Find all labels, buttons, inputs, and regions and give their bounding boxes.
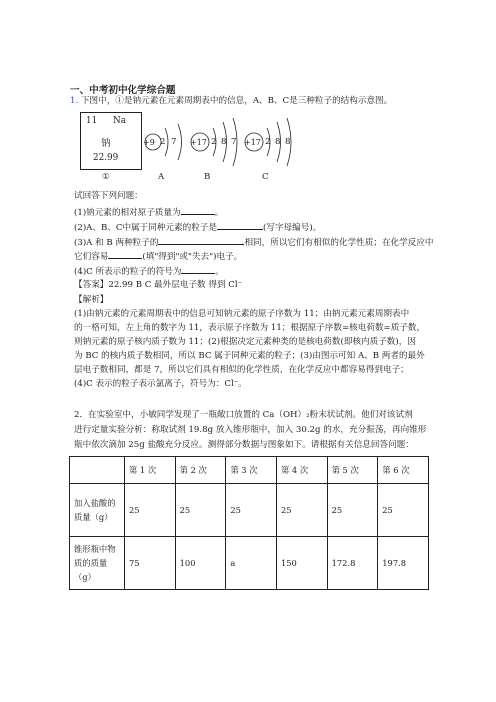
table-cell: 25 [226,484,277,537]
q1-prompt: 试回答下列问题： [74,191,143,201]
particle-a-label: A [158,172,165,182]
q2-line-1: 2．在实验室中，小敏同学发现了一瓶敞口放置的 Ca（OH）₂粉末状试剂。他们对该试剂 [74,410,413,420]
q1-stem [70,96,392,107]
q2-data-table [69,456,429,590]
table-cell: 25 [125,484,176,537]
table-cell: 150 [276,537,327,590]
particle-a-nucleus: +9 [143,138,155,147]
analysis-line: 则钠元素的原子核内质子数为 11；(2)根据决定元素种类的是核电荷数(即核内质子数)，因 [74,337,416,347]
table-cell: 25 [175,484,226,537]
particle-b-shell-1: 2 [211,137,217,147]
atomic-number: 11 [86,116,98,126]
table-row-label: 锥形瓶中物质的质量（g） [70,537,125,590]
particle-b-shell-3: 7 [231,137,237,147]
particle-b-nucleus: +17 [190,138,207,147]
element-name: 钠 [101,138,111,149]
analysis-line: 为 BC 的核内质子数相同，所以 BC 属于同种元素的粒子；(3)由图示可知 A、B 两者的最外 [74,351,425,361]
analysis-line: 的一格可知，左上角的数字为 11，表示原子序数为 11；根据原子序数=核电荷数=质子数， [74,323,426,333]
atomic-mass: 22.99 [93,153,119,163]
answer-blank-2 [217,221,263,230]
q2-line-3: 瓶中依次滴加 25g 盐酸充分反应。测得部分数据与图象如下。请根据有关信息回答问题： [74,440,414,450]
analysis-line: (4)C 表示的粒子表示氯离子，符号为：Cl⁻。 [74,379,247,389]
element-symbol: Na [113,116,126,126]
table-header-cell: 第 4 次 [276,457,327,484]
answer-blank-3 [158,236,244,245]
particle-c-shell-1: 2 [265,137,271,147]
table-cell: 25 [327,484,378,537]
table-cell: 75 [125,537,176,590]
periodic-table-cell [80,112,142,170]
particle-c-shell-2: 8 [275,137,281,147]
particle-b-label: B [204,172,211,182]
table-header-cell [70,457,125,484]
q1-sub3a: (3)A 和 B 两种粒子的 相同，所以它们有相似的化学性质；在化学反应中 [74,238,434,248]
q2-line-2: 进行定量实验分析：称取试剂 19.8g 放入锥形瓶中，加入 30.2g 的水，充分振荡，再向锥形 [74,425,427,435]
particle-c-label: C [262,172,269,182]
q1-sub2: (2)A、B、C中属于同种元素的粒子是 (写字母编号)。 [74,223,322,233]
table-header-cell: 第 1 次 [125,457,176,484]
table-row-label: 加入盐酸的质量（g） [70,484,125,537]
q1-sub1: (1)钠元素的相对原子质量为 。 [74,208,224,218]
q1-stem-text: 下图中，①是钠元素在元素周期表中的信息，A、B、C是三种粒子的结构示意图。 [80,96,393,106]
table-cell: 25 [276,484,327,537]
particle-a-shell-1: 2 [160,137,166,147]
q1-sub4: (4)C 所表示的粒子的符号为 。 [74,267,225,277]
table-header-cell: 第 6 次 [378,457,429,484]
q1-sub3b: 它们容易 (填"得到"或"失去")电子。 [74,252,243,262]
table-cell: 172.8 [327,537,378,590]
answer-blank-4 [108,250,142,259]
analysis-line: (1)由钠元素的元素周期表中的信息可知钠元素的原子序数为 11；由钠元素元素周期表中 [74,309,410,319]
table-row [70,484,429,537]
particle-b-shell-2: 8 [221,137,227,147]
table-header-row [70,457,429,484]
table-cell: 25 [378,484,429,537]
table-row [70,537,429,590]
q1-analysis-title: 【解析】 [74,295,109,305]
analysis-line: 层电子数相同，都是 7，所以它们具有相似的化学性质，在化学反应中都容易得到电子； [74,365,409,375]
particle-c-nucleus: +17 [244,138,261,147]
answer-blank-5 [181,265,215,274]
table-cell: 197.8 [378,537,429,590]
q1-answer: 【答案】22.99 B C 最外层电子数 得到 Cl⁻ [74,280,243,290]
table-cell: a [226,537,277,590]
answer-blank-1 [181,206,215,215]
particle-c-shell-3: 8 [285,137,291,147]
table-cell: 100 [175,537,226,590]
circle-label: ① [102,172,110,182]
particle-a-shell-2: 7 [171,137,177,147]
table-header-cell: 第 5 次 [327,457,378,484]
section-heading: 一、中考初中化学综合题 [70,85,176,96]
table-header-cell: 第 3 次 [226,457,277,484]
table-header-cell: 第 2 次 [175,457,226,484]
q1-number: 1. [70,96,79,106]
